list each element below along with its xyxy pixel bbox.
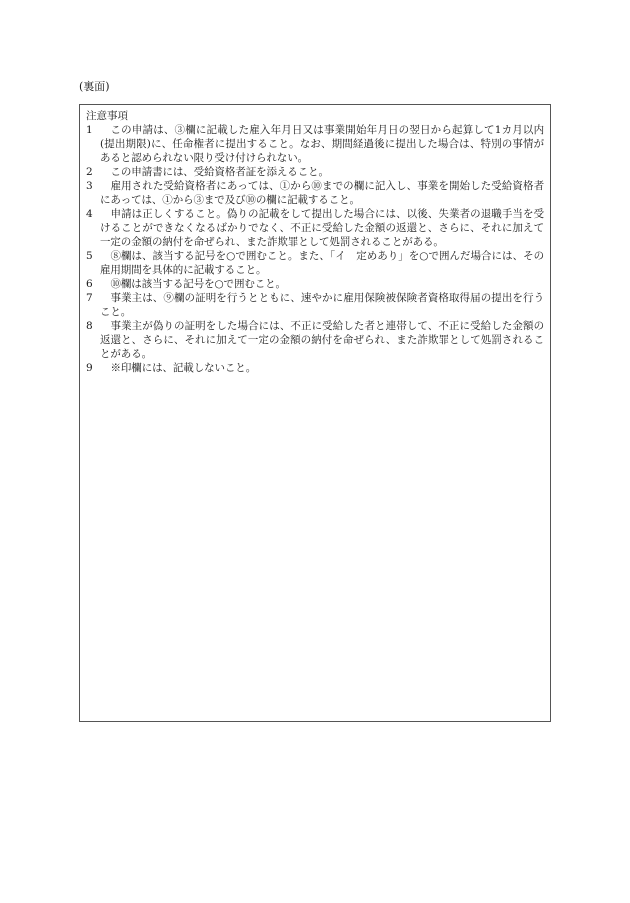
note-number: 7 [86,292,93,304]
note-number: 2 [86,166,93,178]
note-item-7 [86,291,544,319]
notes-box [79,104,551,722]
notes-heading: 注意事項 [86,110,128,122]
note-number: 6 [86,278,93,290]
note-text: ※印欄には、記載しないこと。 [110,362,257,374]
note-item-9 [86,361,544,375]
note-item-5 [86,249,544,277]
note-item-3 [86,179,544,207]
note-number: 9 [86,362,93,374]
note-text: 事業主が偽りの証明をした場合には、不正に受給した者と連帯して、不正に受給した金額の返還と、さらに、それに加えて一定の金額の納付を命ぜられ、また詐欺罪として処罰されることがある。 [100,320,544,360]
note-text: 事業主は、⑨欄の証明を行うとともに、速やかに雇用保険被保険者資格取得届の提出を行うこと。 [100,292,544,318]
note-item-1 [86,123,544,165]
note-text: 申請は正しくすること。偽りの記載をして提出した場合には、以後、失業者の退職手当を受けることができなくなるばかりでなく、不正に受給した金額の返還と、さらに、それに加えて一定の金額の納付を命ぜられ、また詐欺罪として処罰されることがある。 [100,208,544,248]
notes-list [86,123,544,375]
note-number: 5 [86,250,93,262]
note-number: 3 [86,180,93,192]
note-item-2 [86,165,544,179]
note-text: ⑩欄は該当する記号を○で囲むこと。 [110,278,286,290]
note-text: この申請は、③欄に記載した雇入年月日又は事業開始年月日の翌日から起算して1カ月以内(提出期限)に、任命権者に提出すること。なお、期間経過後に提出した場合は、特別の事情があると認められない限り受け付けられない。 [100,124,544,164]
note-number: 8 [86,320,93,332]
note-text: 雇用された受給資格者にあっては、①から⑩までの欄に記入し、事業を開始した受給資格者にあっては、①から③まで及び⑩の欄に記載すること。 [100,180,544,206]
note-text: ⑧欄は、該当する記号を○で囲むこと。また、「イ 定めあり」を○で囲んだ場合には、その雇用期間を具体的に記載すること。 [100,250,544,276]
page-side-label: (裏面) [79,80,110,93]
note-item-6 [86,277,544,291]
note-item-4 [86,207,544,249]
note-item-8 [86,319,544,361]
note-number: 4 [86,208,93,220]
note-number: 1 [86,124,93,136]
note-text: この申請書には、受給資格者証を添えること。 [110,166,329,178]
